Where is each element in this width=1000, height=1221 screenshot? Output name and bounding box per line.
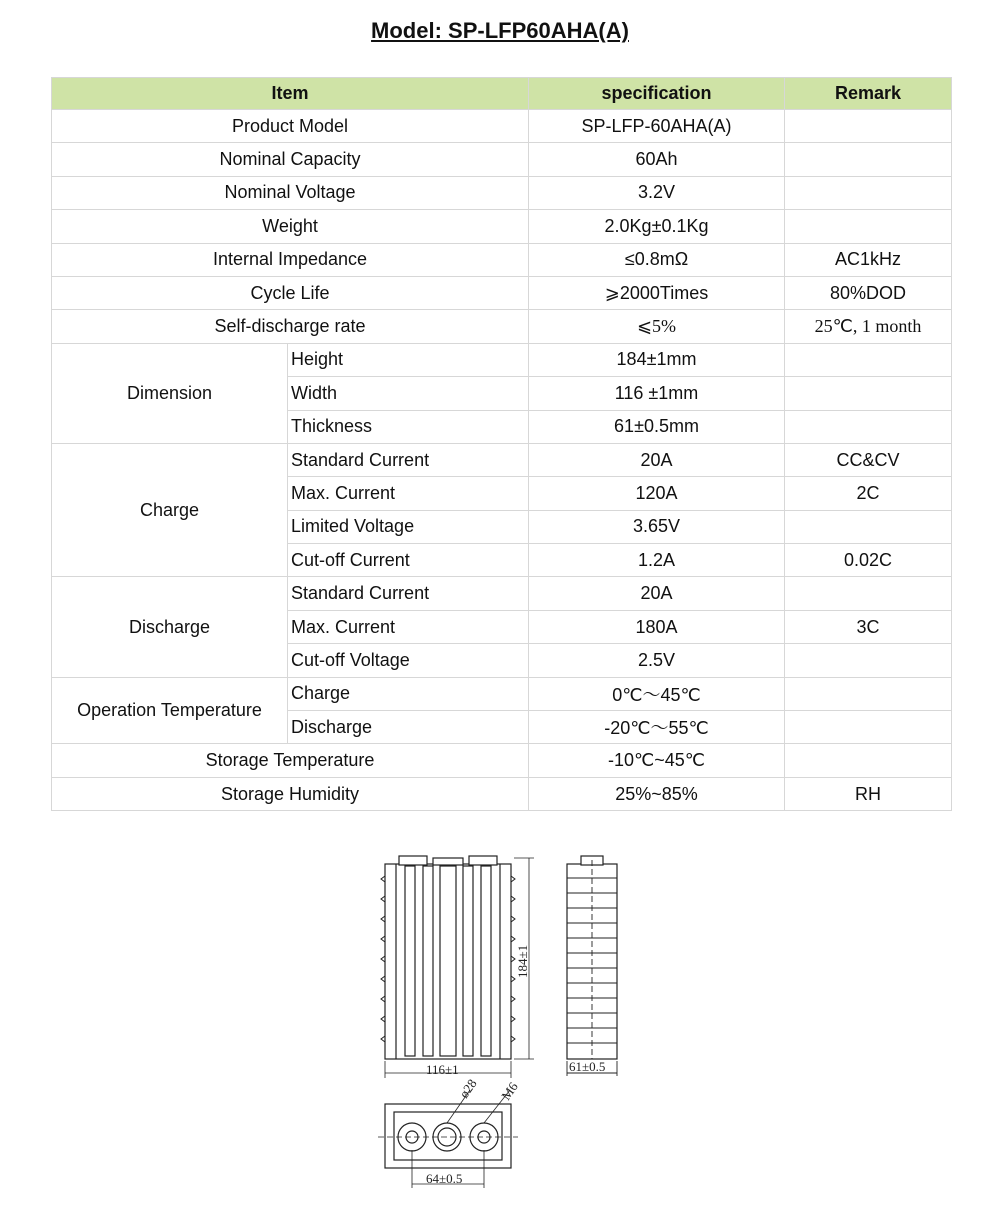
sub-item-cell: Cut-off Current xyxy=(288,544,529,577)
sub-item-cell: Max. Current xyxy=(288,477,529,510)
spec-cell: 61±0.5mm xyxy=(529,410,785,443)
item-cell: Storage Temperature xyxy=(52,744,529,777)
item-cell: Self-discharge rate xyxy=(52,310,529,343)
remark-cell: RH xyxy=(785,777,952,810)
spec-cell: ⩾2000Times xyxy=(529,276,785,309)
side-view xyxy=(567,856,617,1076)
spec-cell: SP-LFP-60AHA(A) xyxy=(529,110,785,143)
remark-cell: 3C xyxy=(785,610,952,643)
remark-cell: 25℃, 1 month xyxy=(785,310,952,343)
group-label-operation-temperature: Operation Temperature xyxy=(52,677,288,744)
spec-cell: 3.2V xyxy=(529,176,785,209)
sub-item-cell: Limited Voltage xyxy=(288,510,529,543)
item-cell: Internal Impedance xyxy=(52,243,529,276)
item-cell: Nominal Voltage xyxy=(52,176,529,209)
sub-item-cell: Thickness xyxy=(288,410,529,443)
remark-cell: 0.02C xyxy=(785,544,952,577)
spec-cell: 3.65V xyxy=(529,510,785,543)
spec-cell: 116 ±1mm xyxy=(529,377,785,410)
thread-size-label: M6 xyxy=(498,1079,521,1103)
spec-cell: 20A xyxy=(529,577,785,610)
spec-cell: 184±1mm xyxy=(529,343,785,376)
spec-cell: 120A xyxy=(529,477,785,510)
sub-item-cell: Height xyxy=(288,343,529,376)
width-dimension-label: 116±1 xyxy=(426,1062,459,1077)
sub-item-cell: Width xyxy=(288,377,529,410)
spec-cell: 20A xyxy=(529,443,785,476)
remark-cell: 80%DOD xyxy=(785,276,952,309)
group-label-discharge: Discharge xyxy=(52,577,288,677)
group-label-dimension: Dimension xyxy=(52,343,288,443)
height-dimension-label: 184±1 xyxy=(515,944,530,978)
remark-cell: 2C xyxy=(785,477,952,510)
terminal-diameter-label: ø28 xyxy=(456,1076,480,1101)
sub-item-cell: Cut-off Voltage xyxy=(288,644,529,677)
sub-item-cell: Discharge xyxy=(288,711,529,744)
header-item: Item xyxy=(52,78,529,110)
spec-cell: -10℃~45℃ xyxy=(529,744,785,777)
group-label-charge: Charge xyxy=(52,443,288,577)
item-cell: Cycle Life xyxy=(52,276,529,309)
spec-cell: ⩽5% xyxy=(529,310,785,343)
item-cell: Product Model xyxy=(52,110,529,143)
header-specification: specification xyxy=(529,78,785,110)
spec-cell: -20℃～55℃ xyxy=(529,711,785,744)
remark-cell: CC&CV xyxy=(785,443,952,476)
item-cell: Weight xyxy=(52,210,529,243)
terminal-pitch-label: 64±0.5 xyxy=(426,1171,463,1186)
spec-cell: 180A xyxy=(529,610,785,643)
spec-cell: 0℃～45℃ xyxy=(529,677,785,710)
item-cell: Nominal Capacity xyxy=(52,143,529,176)
sub-item-cell: Standard Current xyxy=(288,577,529,610)
sub-item-cell: Charge xyxy=(288,677,529,710)
spec-cell: ≤0.8mΩ xyxy=(529,243,785,276)
sub-item-cell: Max. Current xyxy=(288,610,529,643)
item-cell: Storage Humidity xyxy=(52,777,529,810)
page-title: Model: SP-LFP60AHA(A) xyxy=(371,18,629,43)
front-view xyxy=(381,856,534,1078)
remark-cell: AC1kHz xyxy=(785,243,952,276)
spec-cell: 2.5V xyxy=(529,644,785,677)
thickness-dimension-label: 61±0.5 xyxy=(569,1059,606,1074)
sub-item-cell: Standard Current xyxy=(288,443,529,476)
header-remark: Remark xyxy=(785,78,952,110)
spec-cell: 25%~85% xyxy=(529,777,785,810)
spec-cell: 2.0Kg±0.1Kg xyxy=(529,210,785,243)
spec-cell: 60Ah xyxy=(529,143,785,176)
spec-cell: 1.2A xyxy=(529,544,785,577)
